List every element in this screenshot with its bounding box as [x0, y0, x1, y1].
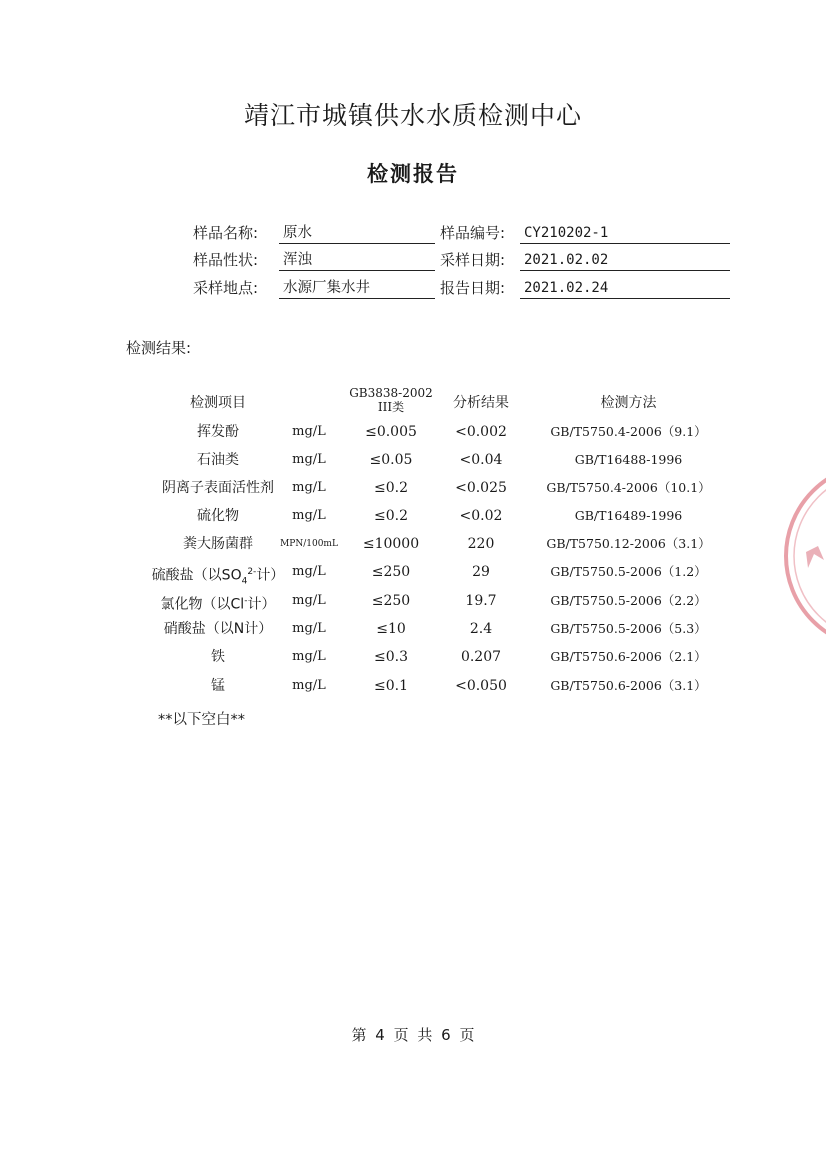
table-row: [0, 587, 826, 615]
header-method: 检测方法: [600, 395, 657, 411]
seal-stamp-icon: [778, 456, 826, 656]
table-row: [0, 643, 826, 671]
row-result: <0.025: [455, 480, 507, 496]
sample-state-label: 样品性状:: [193, 251, 259, 269]
table-row: [0, 502, 826, 530]
end-of-content-note: **以下空白**: [158, 712, 245, 728]
row-unit: mg/L: [292, 649, 326, 664]
row-unit: mg/L: [292, 564, 326, 579]
row-limit: ≤250: [371, 564, 411, 580]
sample-id-label: 样品编号:: [440, 224, 506, 242]
page-number: 第 4 页 共 6 页: [351, 1026, 475, 1044]
row-item: 阴离子表面活性剂: [162, 480, 274, 496]
sampling-date-label: 采样日期:: [440, 251, 506, 269]
row-method: GB/T5750.5-2006（2.2）: [550, 593, 707, 608]
row-item-suffix: 计）: [256, 567, 285, 584]
row-result: <0.002: [455, 424, 507, 440]
row-item-superscript: 2-: [247, 567, 257, 577]
row-limit: ≤10000: [362, 536, 420, 552]
header-item: 检测项目: [190, 395, 246, 411]
table-row: [0, 474, 826, 502]
table-row: [0, 446, 826, 474]
row-unit: mg/L: [292, 593, 326, 608]
row-item: 粪大肠菌群: [183, 536, 253, 552]
row-result: <0.050: [455, 678, 507, 694]
row-unit: mg/L: [292, 678, 326, 693]
row-item: 挥发酚: [197, 424, 239, 440]
row-unit: mg/L: [292, 452, 326, 467]
sampling-location-label: 采样地点:: [193, 279, 259, 297]
row-limit: ≤0.2: [374, 480, 408, 496]
row-method: GB/T5750.6-2006（3.1）: [550, 678, 707, 693]
row-result: <0.02: [459, 508, 503, 524]
row-limit: ≤0.1: [374, 678, 408, 694]
row-limit: ≤0.2: [374, 508, 408, 524]
row-limit: ≤0.3: [374, 649, 408, 665]
sample-name-label: 样品名称:: [193, 224, 259, 242]
row-result: 2.4: [469, 621, 493, 637]
row-item-subscript: 4: [241, 576, 248, 587]
sampling-date-value: 2021.02.02: [520, 249, 730, 271]
row-method: GB/T5750.6-2006（2.1）: [550, 649, 707, 664]
row-unit: mg/L: [292, 621, 326, 636]
row-result: 0.207: [460, 649, 502, 665]
row-item-prefix: 硫酸盐（以SO: [151, 567, 242, 584]
row-limit: ≤0.005: [365, 424, 417, 440]
header-result: 分析结果: [453, 395, 509, 411]
table-row: [0, 418, 826, 446]
row-result: 29: [472, 564, 490, 580]
row-item-prefix: 氯化物（以Cl: [160, 596, 245, 613]
row-result: 19.7: [465, 593, 497, 609]
row-method: GB/T5750.5-2006（1.2）: [550, 564, 707, 579]
row-method: GB/T16489-1996: [574, 508, 683, 523]
row-item: 铁: [211, 649, 225, 665]
row-unit: mg/L: [292, 480, 326, 495]
report-title: 检测报告: [367, 162, 459, 186]
row-limit: ≤10: [376, 621, 406, 637]
row-item: 硫化物: [197, 508, 239, 524]
row-item-superscript: -: [244, 596, 248, 606]
row-result: <0.04: [459, 452, 503, 468]
header-standard-line1: GB3838-2002: [349, 386, 433, 400]
row-method: GB/T5750.4-2006（10.1）: [546, 480, 711, 495]
row-result: 220: [467, 536, 495, 552]
header-standard: [338, 386, 444, 414]
report-date-value: 2021.02.24: [520, 277, 730, 299]
table-row: [0, 558, 826, 586]
row-method: GB/T5750.5-2006（5.3）: [550, 621, 707, 636]
row-item: 锰: [211, 678, 225, 694]
row-method: GB/T16488-1996: [574, 452, 683, 467]
row-limit: ≤0.05: [369, 452, 413, 468]
row-item-suffix: 计）: [247, 596, 276, 613]
sampling-location-value: 水源厂集水井: [279, 277, 435, 299]
sample-name-value: 原水: [279, 222, 435, 244]
results-label: 检测结果:: [126, 339, 192, 357]
organization-name: 靖江市城镇供水水质检测中心: [243, 101, 582, 130]
row-unit: mg/L: [292, 508, 326, 523]
header-standard-line2: III类: [377, 400, 405, 414]
table-row: [0, 530, 826, 558]
table-row: [0, 672, 826, 700]
sample-state-value: 浑浊: [279, 249, 435, 271]
row-item: 石油类: [197, 452, 239, 468]
row-item: 硝酸盐（以N计）: [163, 621, 273, 637]
report-date-label: 报告日期:: [440, 279, 506, 297]
row-limit: ≤250: [371, 593, 411, 609]
row-unit: MPN/100mL: [280, 539, 338, 549]
sample-id-value: CY210202-1: [520, 222, 730, 244]
row-method: GB/T5750.4-2006（9.1）: [550, 424, 707, 439]
row-method: GB/T5750.12-2006（3.1）: [546, 536, 711, 551]
table-row: [0, 615, 826, 643]
row-unit: mg/L: [292, 424, 326, 439]
